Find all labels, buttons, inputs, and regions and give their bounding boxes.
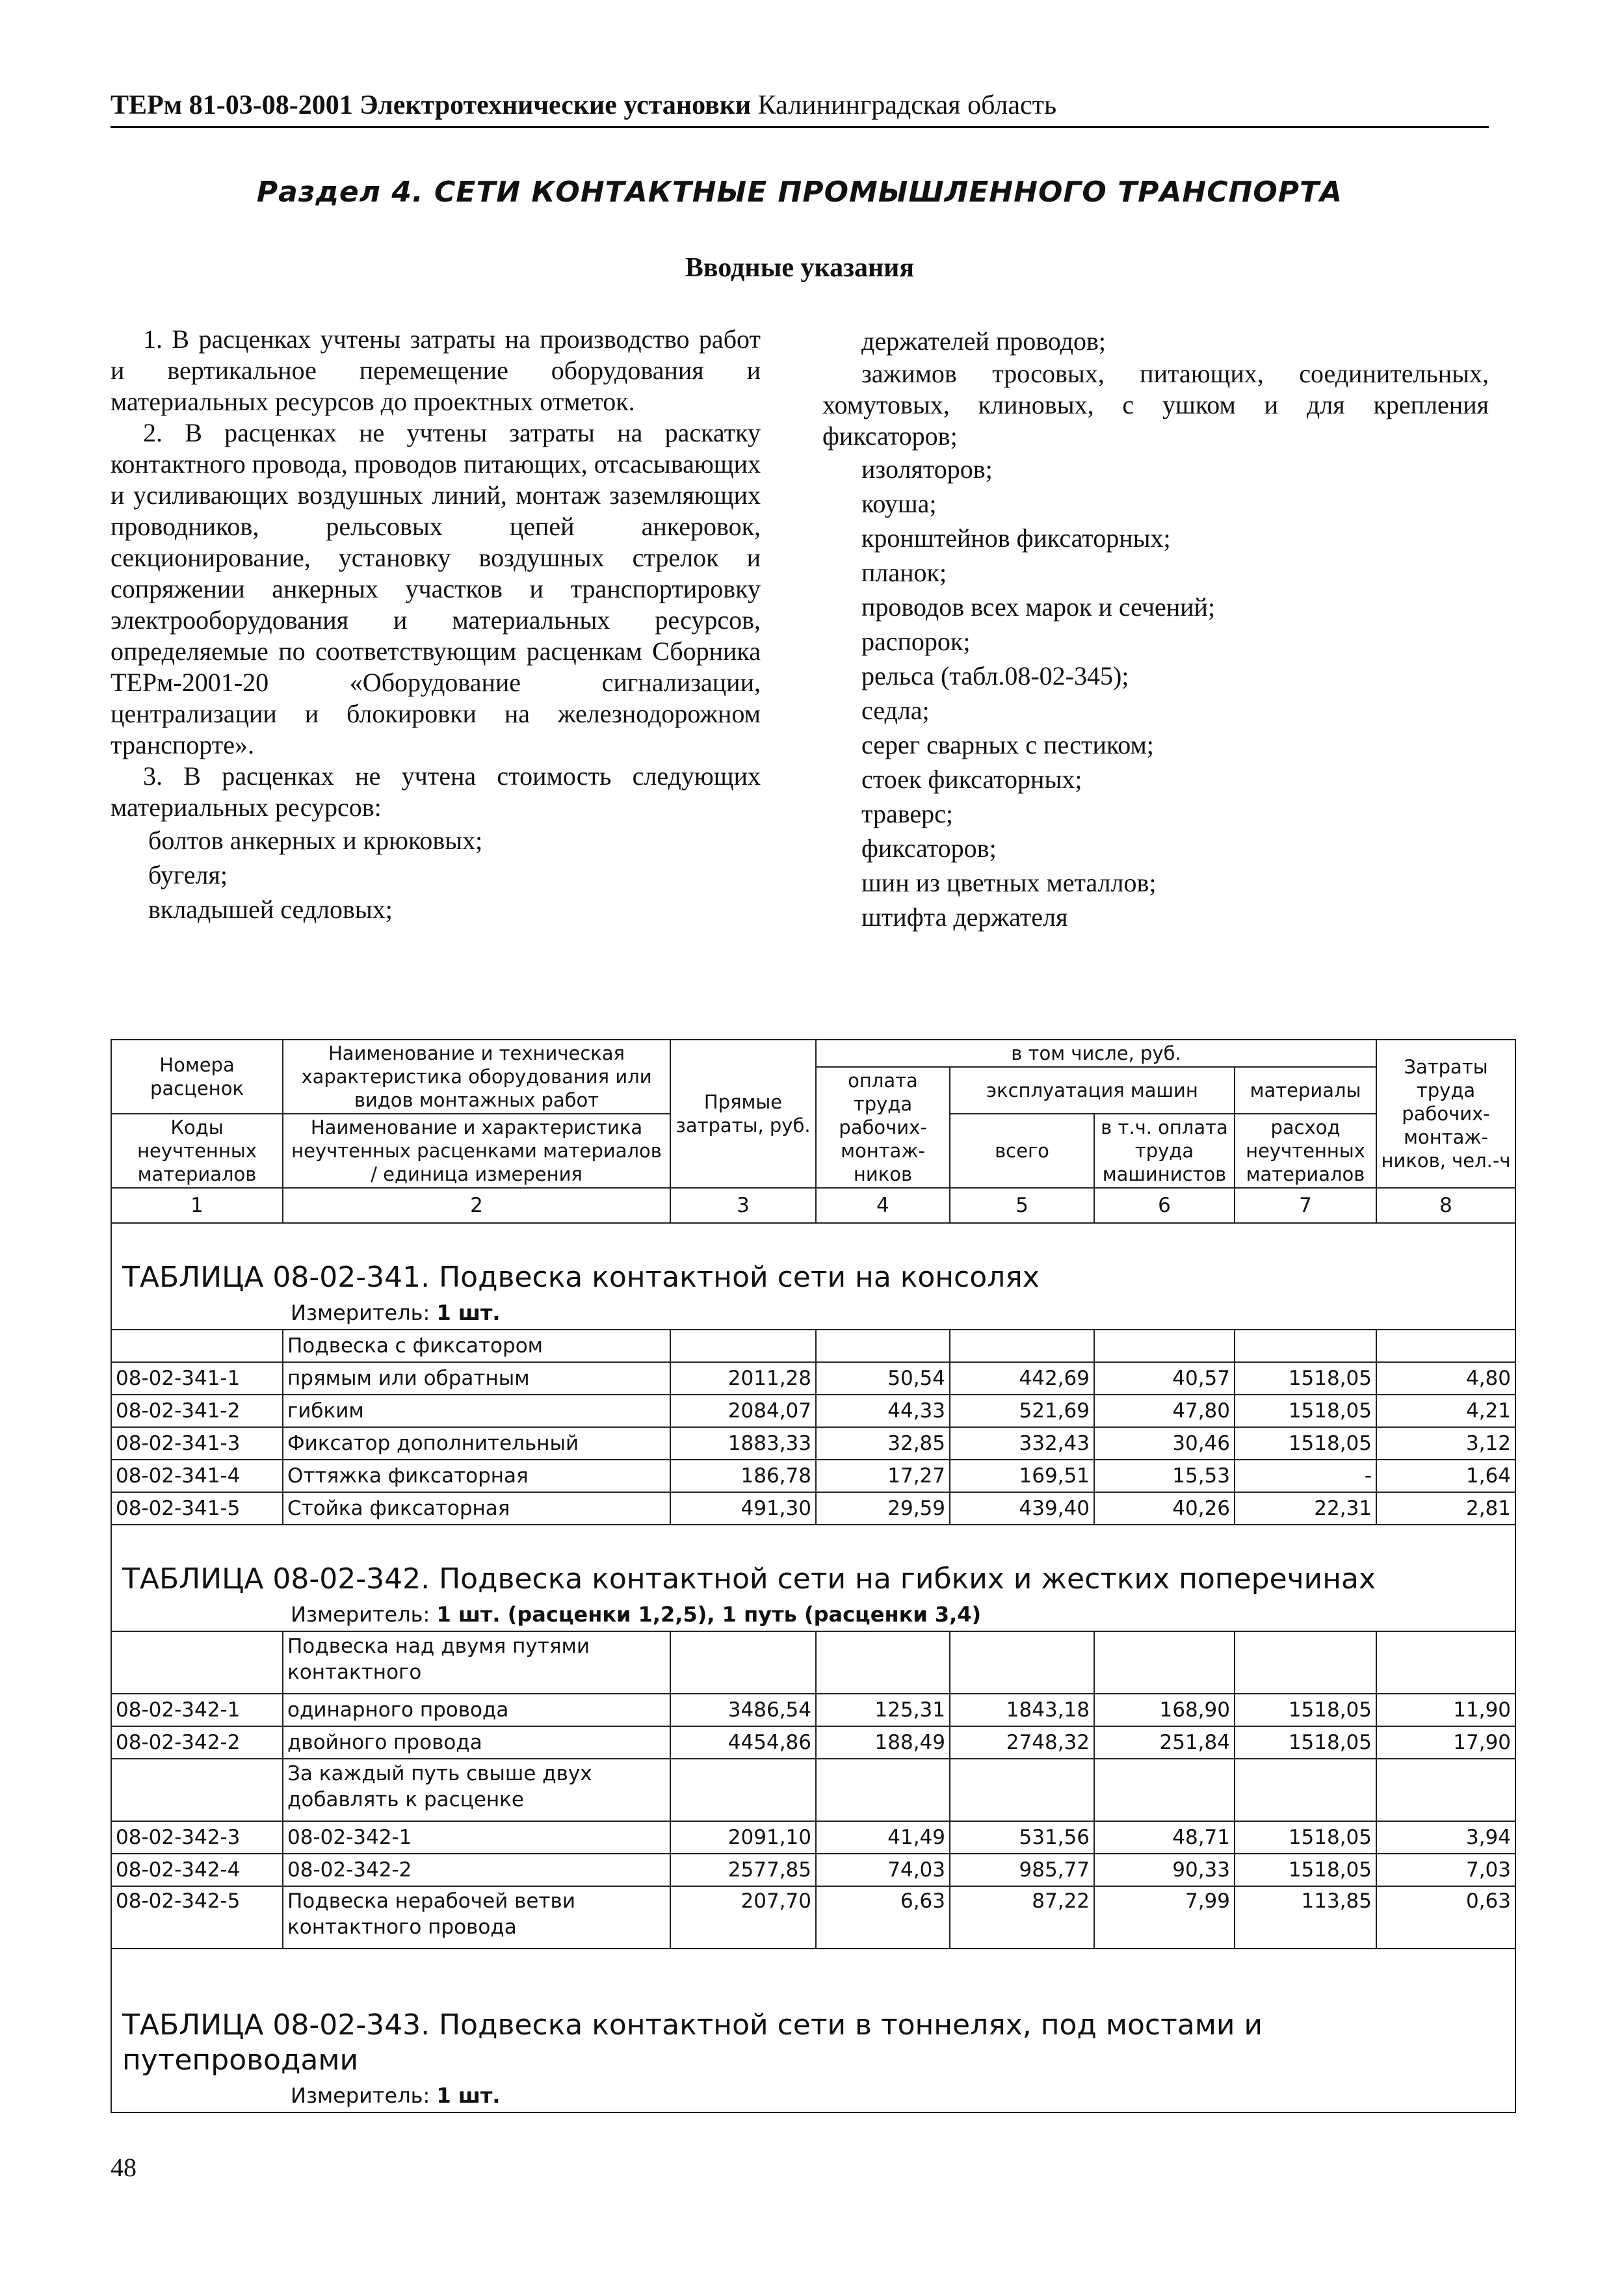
direct-costs: 491,30	[670, 1492, 816, 1525]
table-343-title: ТАБЛИЦА 08-02-343. Подвеска контактной сети в тоннелях, под мостами и путепроводами	[111, 1949, 1515, 2081]
material-item: серег сварных с пестиком;	[861, 730, 1154, 759]
machinist-pay: 48,71	[1094, 1821, 1235, 1854]
header-direct-costs: Прямые затраты, руб.	[670, 1040, 816, 1188]
machinist-pay: 90,33	[1094, 1854, 1235, 1886]
labor-costs: 17,90	[1376, 1726, 1515, 1759]
table-subhead: Подвеска над двумя путями контактного	[283, 1631, 670, 1694]
table-subhead-row	[111, 1759, 1515, 1821]
column-number: 1	[111, 1188, 283, 1223]
machines-total: 985,77	[950, 1854, 1094, 1886]
machinist-pay: 40,57	[1094, 1362, 1235, 1395]
table-343-title-row	[111, 1949, 1515, 2081]
material-item: распорок;	[861, 627, 971, 656]
material-item: коуша;	[861, 489, 937, 518]
labor-costs: 0,63	[1376, 1886, 1515, 1949]
machines-total: 439,40	[950, 1492, 1094, 1525]
rate-name: Подвеска нерабочей ветви контактного провода	[283, 1886, 670, 1949]
machines-total: 169,51	[950, 1460, 1094, 1492]
machines-total: 87,22	[950, 1886, 1094, 1949]
materials: 1518,05	[1235, 1395, 1376, 1427]
header-row-1	[111, 1040, 1515, 1067]
materials: 1518,05	[1235, 1427, 1376, 1460]
header-region: Калининградская область	[757, 90, 1057, 120]
materials: 1518,05	[1235, 1362, 1376, 1395]
rate-code: 08-02-342-2	[111, 1726, 283, 1759]
material-item: держателей проводов;	[861, 326, 1107, 356]
table-343-meter-row	[111, 2081, 1515, 2112]
table-subhead: Подвеска с фиксатором	[283, 1330, 670, 1362]
material-item: траверс;	[861, 799, 953, 828]
table-341-meter	[111, 1298, 1515, 1330]
header-labor-costs: Затраты труда рабочих-монтаж-ников, чел.-ч	[1376, 1040, 1515, 1188]
table-343-meter	[111, 2081, 1515, 2112]
direct-costs: 3486,54	[670, 1694, 816, 1726]
rate-code: 08-02-341-2	[111, 1395, 283, 1427]
materials: 1518,05	[1235, 1854, 1376, 1886]
machines-total: 521,69	[950, 1395, 1094, 1427]
header-labor-pay: оплата труда рабочих-монтаж-ников	[816, 1067, 950, 1188]
intro-left-column	[111, 324, 761, 927]
rate-code: 08-02-341-3	[111, 1427, 283, 1460]
column-number: 7	[1235, 1188, 1376, 1223]
header-rate-numbers: Номера расценок	[111, 1040, 283, 1114]
labor-pay: 29,59	[816, 1492, 950, 1525]
rate-name: 08-02-342-2	[283, 1854, 670, 1886]
machines-total: 442,69	[950, 1362, 1094, 1395]
intro-paragraph-2: 2. В расценках не учтены затраты на раскатку контактного провода, проводов питающих, отсасывающих и усиливающих воздушных линий, монтаж заземляющих проводников, рельсовых цепей анкеровок, секционирование, установку воздушных стрелок и сопряжении анкерных участков и транспортировку электрооборудования и материальных ресурсов, определяемые по соответствующим расценкам Сборника ТЕРм-2001-20 «Оборудование сигнализации, централизации и блокировки на железнодорожном транспорте».	[111, 418, 761, 759]
direct-costs: 2011,28	[670, 1362, 816, 1395]
table-row	[111, 1460, 1515, 1492]
table-subhead-row	[111, 1631, 1515, 1694]
machinist-pay: 251,84	[1094, 1726, 1235, 1759]
material-item: фиксаторов;	[861, 834, 997, 863]
labor-costs: 4,21	[1376, 1395, 1515, 1427]
header-name-unaccounted: Наименование и характеристика неучтенных расценками материалов / единица измерения	[283, 1114, 670, 1188]
material-item: вкладышей седловых;	[148, 895, 393, 924]
rate-name: Стойка фиксаторная	[283, 1492, 670, 1525]
table-row	[111, 1821, 1515, 1854]
column-number: 2	[283, 1188, 670, 1223]
table-row	[111, 1395, 1515, 1427]
table-342-title: ТАБЛИЦА 08-02-342. Подвеска контактной сети на гибких и жестких поперечинах	[111, 1525, 1515, 1599]
materials: 1518,05	[1235, 1694, 1376, 1726]
section-title: Раздел 4. СЕТИ КОНТАКТНЫЕ ПРОМЫШЛЕННОГО ТРАНСПОРТА	[256, 176, 1343, 209]
machinist-pay: 7,99	[1094, 1886, 1235, 1949]
table-row	[111, 1886, 1515, 1949]
rate-code: 08-02-341-5	[111, 1492, 283, 1525]
material-item: кронштейнов фиксаторных;	[861, 523, 1171, 553]
table-row	[111, 1427, 1515, 1460]
column-number: 6	[1094, 1188, 1235, 1223]
material-item: штифта держателя	[861, 902, 1068, 932]
machines-total: 1843,18	[950, 1694, 1094, 1726]
direct-costs: 2577,85	[670, 1854, 816, 1886]
labor-pay: 17,27	[816, 1460, 950, 1492]
intro-title: Вводные указания	[685, 253, 915, 283]
labor-costs: 3,12	[1376, 1427, 1515, 1460]
table-row	[111, 1854, 1515, 1886]
header-unaccounted-consumption: расход неучтенных материалов	[1235, 1114, 1376, 1188]
labor-costs: 1,64	[1376, 1460, 1515, 1492]
table-342-title-row	[111, 1525, 1515, 1599]
intro-paragraph-1: 1. В расценках учтены затраты на производство работ и вертикальное перемещение оборудования и материальных ресурсов до проектных отметок.	[111, 324, 761, 416]
machines-total: 2748,32	[950, 1726, 1094, 1759]
page-number: 48	[111, 2153, 137, 2182]
direct-costs: 186,78	[670, 1460, 816, 1492]
header-title: Электротехнические установки	[360, 90, 752, 120]
direct-costs: 2084,07	[670, 1395, 816, 1427]
header-machinist-pay: в т.ч. оплата труда машинистов	[1094, 1114, 1235, 1188]
rate-code: 08-02-342-1	[111, 1694, 283, 1726]
meter-value: 1 шт.	[436, 2083, 501, 2108]
machinist-pay: 40,26	[1094, 1492, 1235, 1525]
material-item: зажимов тросовых, питающих, соединительных, хомутовых, клиновых, с ушком и для крепления фиксаторов;	[822, 359, 1489, 451]
header-code: ТЕРм 81-03-08-2001	[111, 90, 353, 120]
table-row	[111, 1694, 1515, 1726]
machines-total: 531,56	[950, 1821, 1094, 1854]
materials: 1518,05	[1235, 1726, 1376, 1759]
materials: 1518,05	[1235, 1821, 1376, 1854]
machinist-pay: 47,80	[1094, 1395, 1235, 1427]
header-materials: материалы	[1235, 1067, 1376, 1114]
rate-code: 08-02-342-4	[111, 1854, 283, 1886]
rate-code: 08-02-341-1	[111, 1362, 283, 1395]
material-item: седла;	[861, 696, 930, 725]
labor-pay: 41,49	[816, 1821, 950, 1854]
rate-code: 08-02-342-5	[111, 1886, 283, 1949]
table-341-title: ТАБЛИЦА 08-02-341. Подвеска контактной сети на консолях	[111, 1223, 1515, 1298]
intro-right-column	[822, 324, 1489, 934]
material-item: рельса (табл.08-02-345);	[861, 661, 1129, 690]
column-number: 4	[816, 1188, 950, 1223]
rate-code: 08-02-342-3	[111, 1821, 283, 1854]
header-codes-unaccounted: Коды неучтенных материалов	[111, 1114, 283, 1188]
material-item: бугеля;	[148, 860, 228, 889]
labor-costs: 11,90	[1376, 1694, 1515, 1726]
labor-costs: 2,81	[1376, 1492, 1515, 1525]
table-subhead: За каждый путь свыше двух добавлять к расценке	[283, 1759, 670, 1821]
rates-table	[111, 1039, 1516, 2113]
table-342-meter	[111, 1599, 1515, 1631]
material-item: проводов всех марок и сечений;	[861, 592, 1216, 622]
machines-total: 332,43	[950, 1427, 1094, 1460]
materials: -	[1235, 1460, 1376, 1492]
material-item: болтов анкерных и крюковых;	[148, 826, 483, 855]
material-item: изоляторов;	[861, 454, 993, 484]
labor-pay: 74,03	[816, 1854, 950, 1886]
table-342-meter-row	[111, 1599, 1515, 1631]
labor-pay: 32,85	[816, 1427, 950, 1460]
meter-value: 1 шт.	[436, 1300, 501, 1325]
direct-costs: 1883,33	[670, 1427, 816, 1460]
labor-pay: 50,54	[816, 1362, 950, 1395]
material-item: стоек фиксаторных;	[861, 765, 1082, 794]
rate-code: 08-02-341-4	[111, 1460, 283, 1492]
meter-label: Измеритель:	[291, 1602, 430, 1627]
material-item: шин из цветных металлов;	[861, 868, 1157, 897]
material-item: планок;	[861, 558, 947, 587]
rate-name: Оттяжка фиксаторная	[283, 1460, 670, 1492]
rate-name: одинарного провода	[283, 1694, 670, 1726]
labor-costs: 3,94	[1376, 1821, 1515, 1854]
column-number: 8	[1376, 1188, 1515, 1223]
direct-costs: 4454,86	[670, 1726, 816, 1759]
header-machine-operation: эксплуатация машин	[950, 1067, 1235, 1114]
table-341-meter-row	[111, 1298, 1515, 1330]
header-name-characteristic: Наименование и техническая характеристика оборудования или видов монтажных работ	[283, 1040, 670, 1114]
meter-label: Измеритель:	[291, 2083, 430, 2108]
machinist-pay: 15,53	[1094, 1460, 1235, 1492]
labor-costs: 7,03	[1376, 1854, 1515, 1886]
materials: 22,31	[1235, 1492, 1376, 1525]
table-row	[111, 1726, 1515, 1759]
intro-paragraph-3: 3. В расценках не учтена стоимость следующих материальных ресурсов:	[111, 761, 761, 822]
table-row	[111, 1362, 1515, 1395]
direct-costs: 2091,10	[670, 1821, 816, 1854]
labor-pay: 188,49	[816, 1726, 950, 1759]
rate-name: прямым или обратным	[283, 1362, 670, 1395]
table-341-title-row	[111, 1223, 1515, 1298]
header-total: всего	[950, 1114, 1094, 1188]
meter-value: 1 шт. (расценки 1,2,5), 1 путь (расценки 3,4)	[436, 1602, 982, 1627]
machinist-pay: 168,90	[1094, 1694, 1235, 1726]
rate-name: Фиксатор дополнительный	[283, 1427, 670, 1460]
meter-label: Измеритель:	[291, 1300, 430, 1325]
table-subhead-row	[111, 1330, 1515, 1362]
rate-name: 08-02-342-1	[283, 1821, 670, 1854]
header-including: в том числе, руб.	[816, 1040, 1376, 1067]
column-number-row	[111, 1188, 1515, 1223]
rate-name: двойного провода	[283, 1726, 670, 1759]
labor-pay: 125,31	[816, 1694, 950, 1726]
page-header	[111, 90, 1489, 128]
rate-name: гибким	[283, 1395, 670, 1427]
machinist-pay: 30,46	[1094, 1427, 1235, 1460]
labor-pay: 44,33	[816, 1395, 950, 1427]
direct-costs: 207,70	[670, 1886, 816, 1949]
table-row	[111, 1492, 1515, 1525]
labor-pay: 6,63	[816, 1886, 950, 1949]
column-number: 3	[670, 1188, 816, 1223]
labor-costs: 4,80	[1376, 1362, 1515, 1395]
column-number: 5	[950, 1188, 1094, 1223]
materials: 113,85	[1235, 1886, 1376, 1949]
